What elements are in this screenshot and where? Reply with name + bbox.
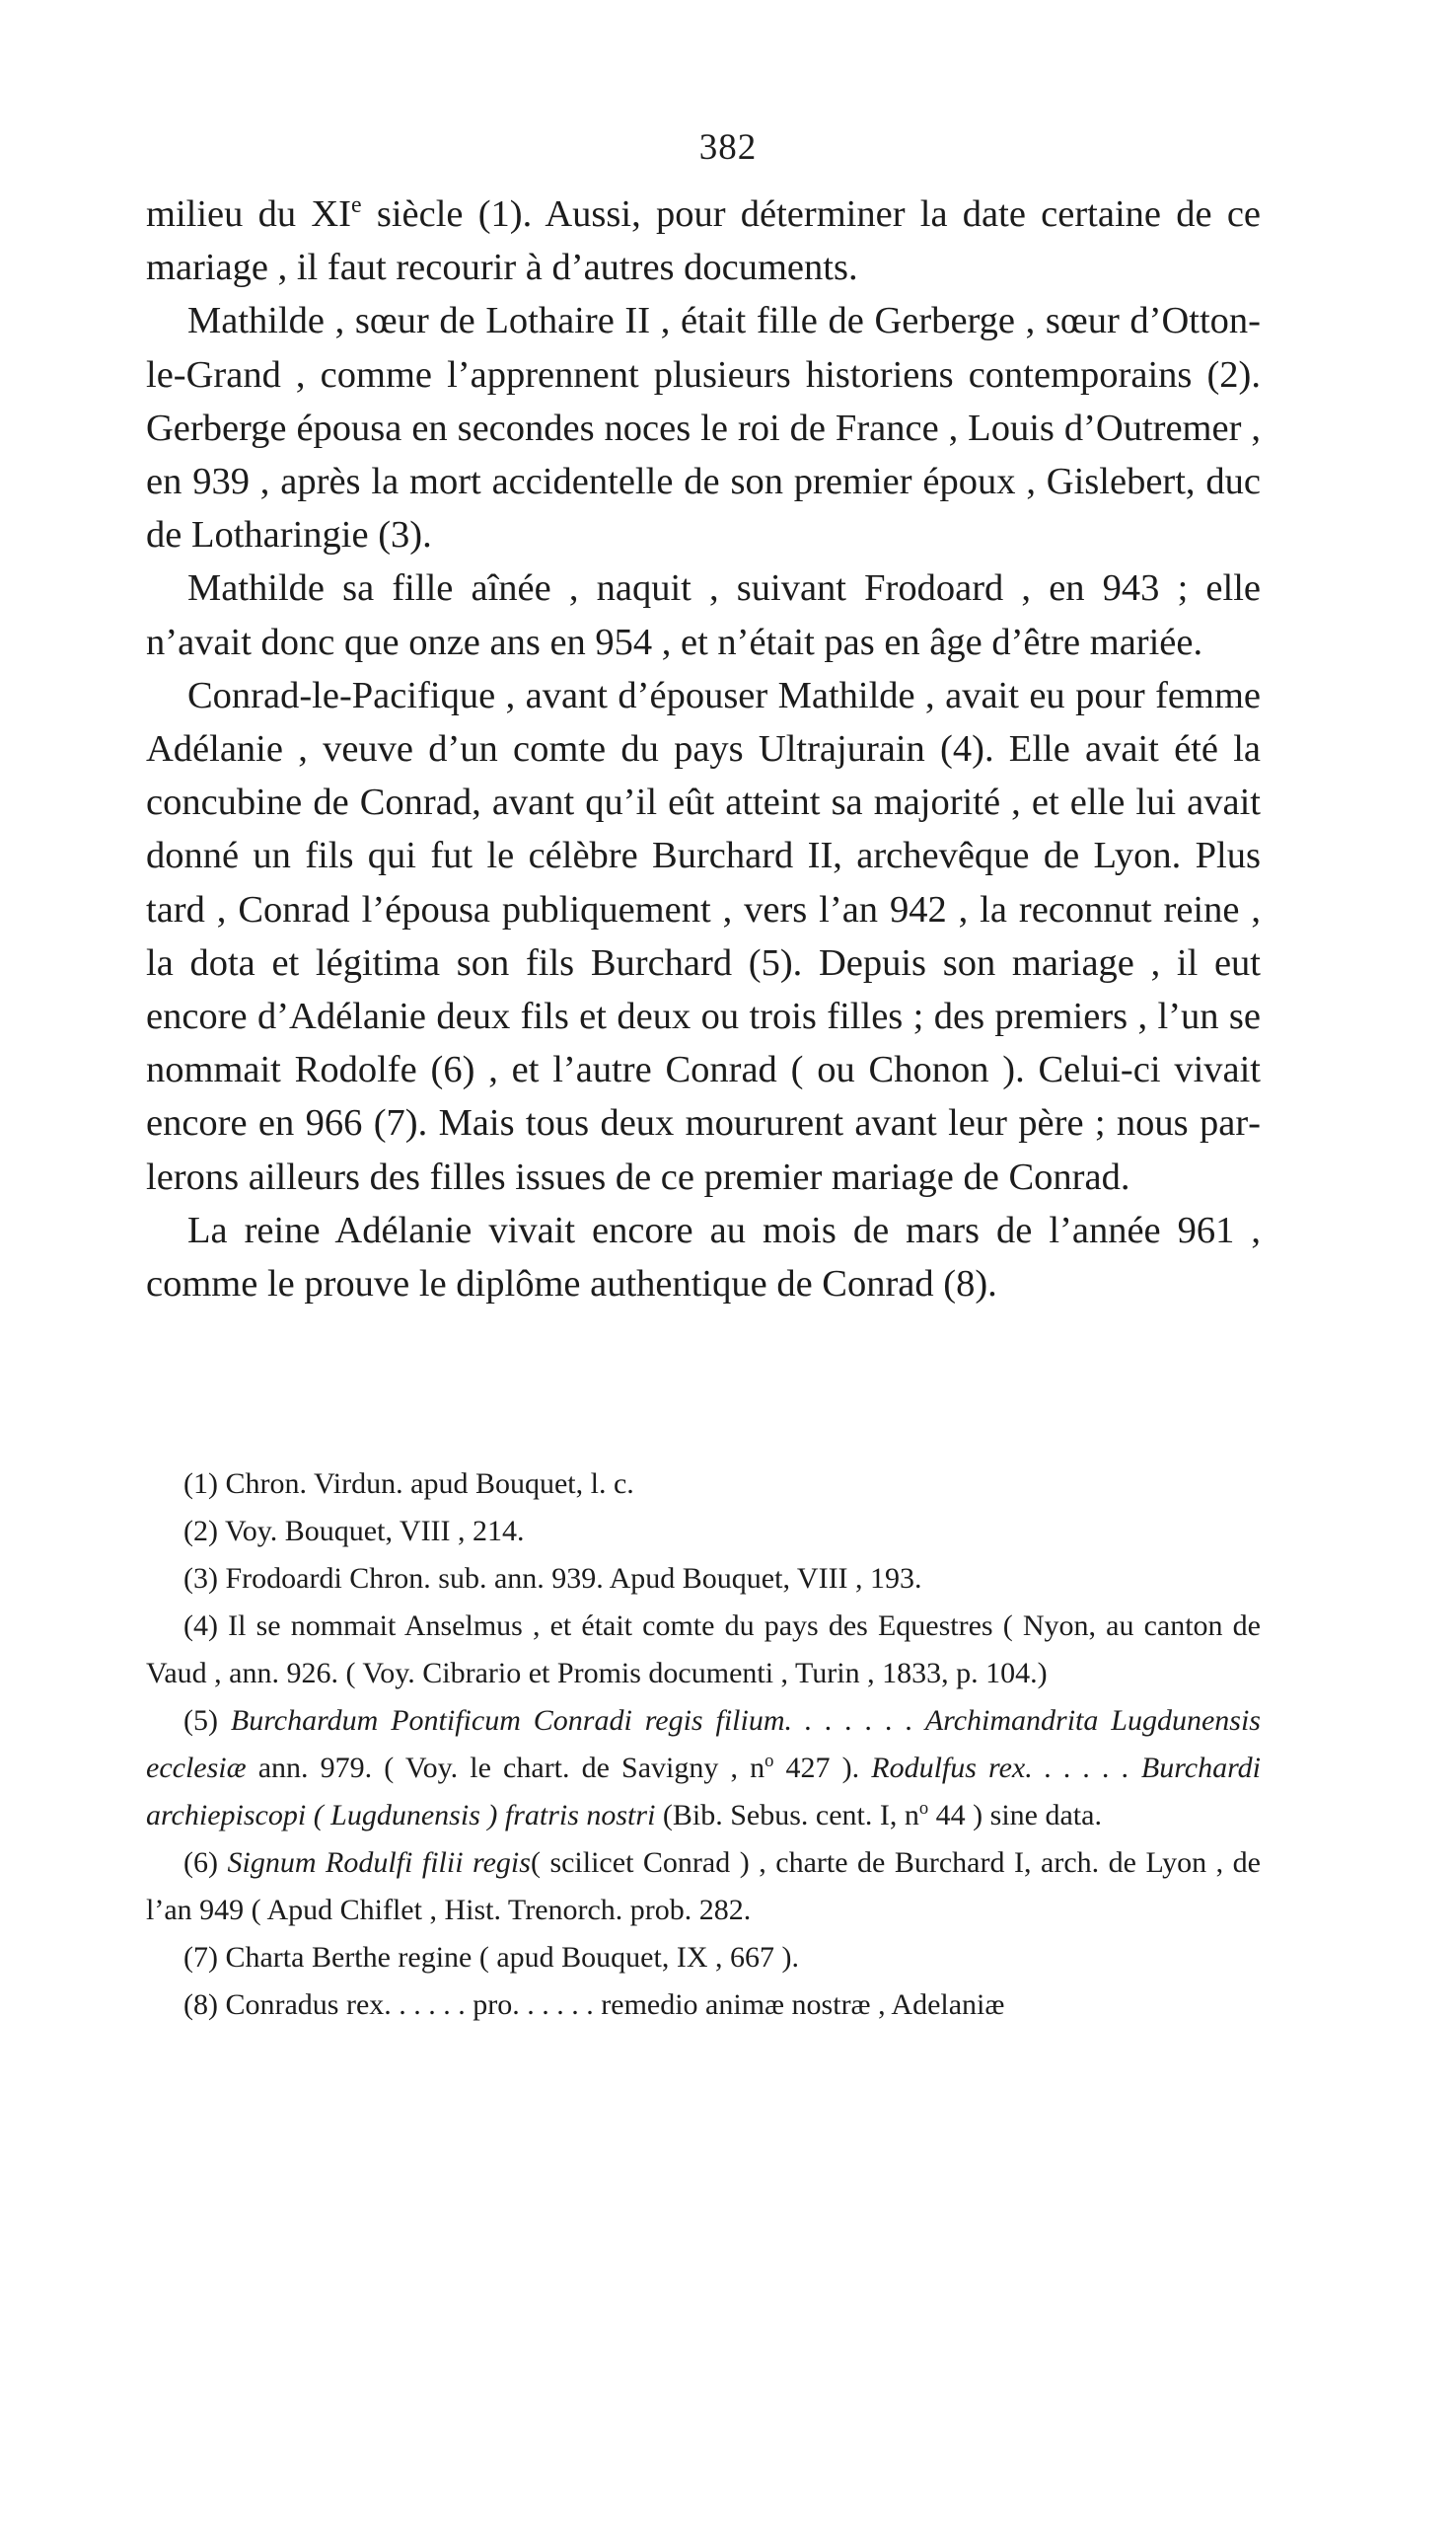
text-run: Mathilde , sœur de Lothaire II , était fille de Gerberge , sœur d’Otton-le-Grand , comme l’apprennent plusieurs historiens contemporains (2). Gerberge épousa en secondes noces le roi de France , Louis d’Outremer , en 939 , après la mort accidentelle de son premier époux , Gislebert, duc de Lotharingie (3). [146, 300, 1261, 557]
text-run: milieu du XI [146, 193, 351, 235]
paragraph [146, 1204, 1261, 1310]
text-run: (8) Conradus rex. . . . . . pro. . . . . . remedio animæ nostræ , Adelaniæ [183, 1988, 1005, 2021]
footnote [146, 1460, 1261, 1508]
italic-text: Burchardum Pontificum Conradi regis filium. . . . . . . Archimandrita Lugdunensis ecclesiæ [146, 1704, 1261, 1784]
text-run: (1) Chron. Virdun. apud Bouquet, l. c. [183, 1467, 634, 1500]
superscript: o [918, 1798, 929, 1819]
text-run: Conrad-le-Pacifique , avant d’épouser Mathilde , avait eu pour femme Adélanie , veuve d’un comte du pays Ultrajurain (4). Elle avait été la concubine de Conrad, avant qu’il eût atteint sa majorité , et elle lui avait donné un fils qui fut le célèbre Burchard II, archevêque de Lyon. Plus tard , Conrad l’épousa publiquement , vers l’an 942 , la reconnut reine , la dota et légitima son fils Burchard (5). Depuis son mariage , il eut encore d’Adélanie deux fils et deux ou trois filles ; des premiers , l’un se nommait Rodolfe (6) , et l’autre Conrad ( ou Chonon ). Celui-ci vivait encore en 966 (7). Mais tous deux moururent avant leur père ; nous parlerons ailleurs des filles issues de ce premier mariage de Conrad. [146, 674, 1261, 1198]
footnote [146, 1839, 1261, 1934]
footnote [146, 1981, 1261, 2029]
footnote [146, 1934, 1261, 1981]
text-run: (Bib. Sebus. cent. I, n [655, 1799, 919, 1831]
superscript: o [764, 1751, 774, 1771]
paragraph [146, 187, 1261, 294]
text-run: (4) Il se nommait Anselmus , et était comte du pays des Equestres ( Nyon, au canton de Vaud , ann. 926. ( Voy. Cibrario et Promis documenti , Turin , 1833, p. 104.) [146, 1609, 1261, 1689]
text-run: siècle (1). Aussi, pour déterminer la date certaine de ce mariage , il faut recourir à d’autres documents. [146, 193, 1261, 289]
text-run: (3) Frodoardi Chron. sub. ann. 939. Apud Bouquet, VIII , 193. [183, 1562, 922, 1595]
text-run: ( scilicet Conrad ) , charte de Burchard I, arch. de Lyon , de l’an 949 ( Apud Chiflet , Hist. Trenorch. prob. 282. [146, 1846, 1261, 1926]
paragraph [146, 669, 1261, 1204]
italic-text: Rodulfus rex. . . . . . Burchardi archiepiscopi ( Lugdunensis ) fratris nostri [146, 1752, 1261, 1831]
superscript: e [351, 192, 362, 219]
footnote [146, 1603, 1261, 1697]
text-run: ann. 979. ( Voy. le chart. de Savigny , n [246, 1752, 765, 1784]
footnote [146, 1508, 1261, 1555]
paragraph [146, 561, 1261, 668]
text-run: (5) [183, 1704, 231, 1737]
footnotes [146, 1460, 1261, 2029]
text-run: 44 ) sine data. [928, 1799, 1102, 1831]
text-run: 427 ). [773, 1752, 872, 1784]
text-run: (6) [183, 1846, 228, 1879]
page-number: 382 [698, 127, 758, 168]
italic-text: Signum Rodulfi filii regis [227, 1846, 531, 1879]
body-text [146, 187, 1261, 1310]
footnote [146, 1555, 1261, 1603]
text-run: (7) Charta Berthe regine ( apud Bouquet, IX , 667 ). [183, 1941, 799, 1974]
footnote [146, 1697, 1261, 1839]
text-run: (2) Voy. Bouquet, VIII , 214. [183, 1515, 525, 1547]
paragraph [146, 294, 1261, 561]
text-run: La reine Adélanie vivait encore au mois de mars de l’année 961 , comme le prouve le diplôme authentique de Conrad (8). [146, 1209, 1261, 1306]
text-run: Mathilde sa fille aînée , naquit , suivant Frodoard , en 943 ; elle n’avait donc que onze ans en 954 , et n’était pas en âge d’être mariée. [146, 567, 1261, 663]
